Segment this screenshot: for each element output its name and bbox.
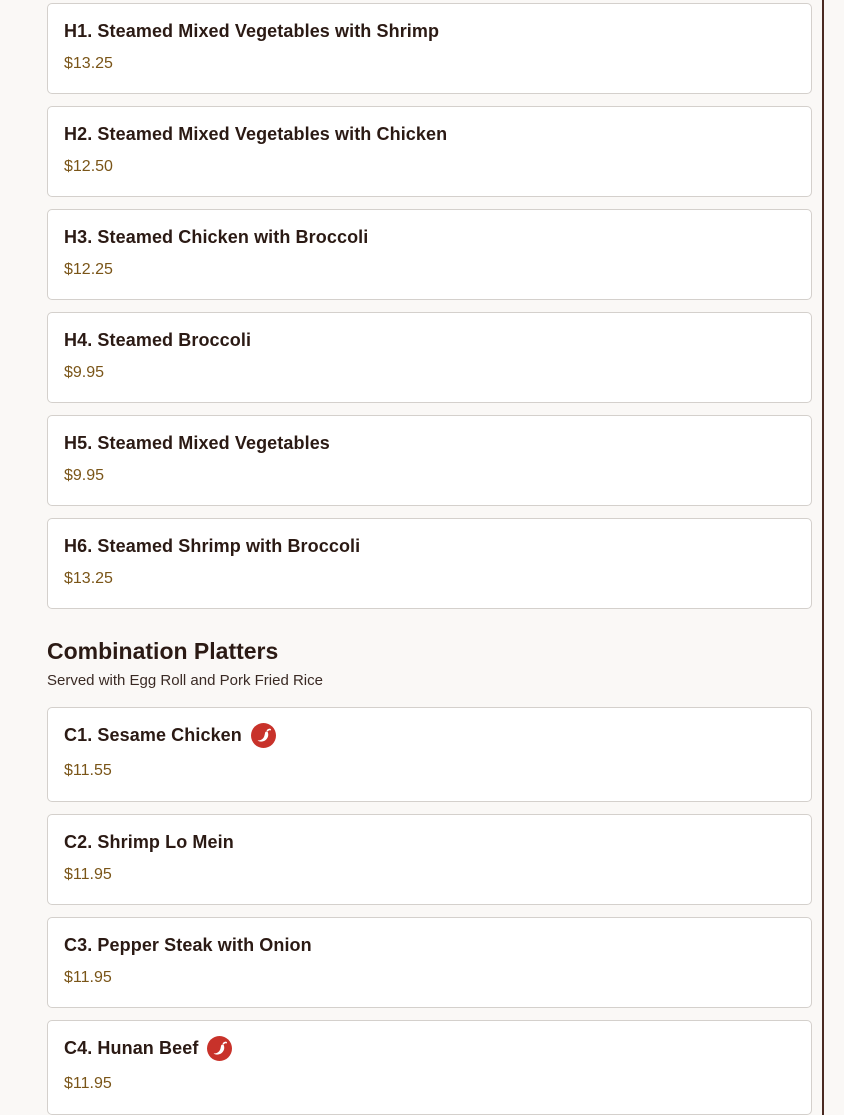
menu-item-name: H1. Steamed Mixed Vegetables with Shrimp xyxy=(64,20,440,41)
menu-item-name: C4. Hunan Beef xyxy=(64,1037,199,1058)
menu-item-price: $12.25 xyxy=(64,261,113,278)
menu-item-card[interactable] xyxy=(47,209,812,300)
menu-item-card[interactable] xyxy=(47,312,812,403)
menu-item-card[interactable] xyxy=(47,3,812,94)
menu-item-name: H4. Steamed Broccoli xyxy=(64,329,252,350)
section-title: Combination Platters xyxy=(47,638,279,664)
right-divider xyxy=(822,0,824,1115)
menu-content xyxy=(47,3,812,1115)
menu-item-name: H2. Steamed Mixed Vegetables with Chicken xyxy=(64,123,448,144)
spicy-pepper-icon xyxy=(251,723,276,748)
menu-item-price: $11.95 xyxy=(64,969,112,986)
menu-item-card[interactable] xyxy=(47,707,812,802)
menu-item-name: C3. Pepper Steak with Onion xyxy=(64,934,312,955)
menu-item-price: $9.95 xyxy=(64,467,105,484)
menu-item-card[interactable] xyxy=(47,814,812,905)
menu-item-card[interactable] xyxy=(47,518,812,609)
menu-item-card[interactable] xyxy=(47,1020,812,1115)
menu-item-price: $13.25 xyxy=(64,55,113,72)
menu-item-price: $11.55 xyxy=(64,762,112,779)
menu-item-price: $12.50 xyxy=(64,158,113,175)
menu-item-name: C1. Sesame Chicken xyxy=(64,724,242,745)
menu-item-name: H3. Steamed Chicken with Broccoli xyxy=(64,226,369,247)
menu-item-name: H5. Steamed Mixed Vegetables xyxy=(64,432,330,453)
menu-item-price: $11.95 xyxy=(64,866,112,883)
menu-item-name: C2. Shrimp Lo Mein xyxy=(64,831,234,852)
spicy-pepper-icon xyxy=(207,1036,232,1061)
menu-item-price: $11.95 xyxy=(64,1075,112,1092)
menu-item-name: H6. Steamed Shrimp with Broccoli xyxy=(64,535,361,556)
section-description: Served with Egg Roll and Pork Fried Rice xyxy=(47,672,323,689)
menu-item-card[interactable] xyxy=(47,415,812,506)
menu-item-card[interactable] xyxy=(47,917,812,1008)
menu-item-price: $9.95 xyxy=(64,364,105,381)
menu-item-card[interactable] xyxy=(47,106,812,197)
menu-item-price: $13.25 xyxy=(64,570,113,587)
